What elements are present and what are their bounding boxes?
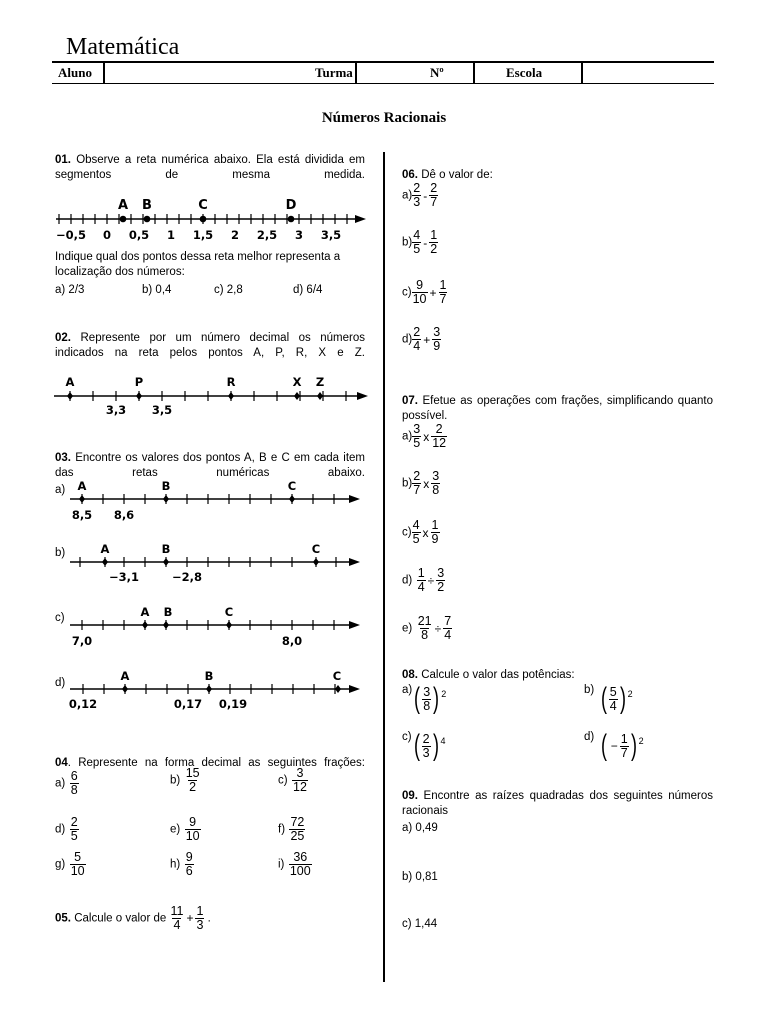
point-label: R bbox=[226, 375, 236, 389]
q01-option: c) 2,8 bbox=[214, 284, 243, 296]
tick-label: −3,1 bbox=[108, 570, 140, 584]
tick-label: 0 bbox=[102, 228, 112, 242]
q07-item-c: c) $\frac{4}{5}$ x $\frac{1}{9}$ bbox=[402, 518, 439, 546]
q02-number-line bbox=[50, 374, 370, 420]
turma-label: Turma bbox=[315, 65, 353, 80]
tick-label: 0,19 bbox=[218, 697, 248, 711]
q04-number: 04 bbox=[55, 757, 68, 769]
tick-label: 0,12 bbox=[68, 697, 98, 711]
q04-text: . Represente na forma decimal as seguintes frações: bbox=[67, 757, 365, 769]
q06-text: Dê o valor de: bbox=[421, 169, 493, 181]
q01-statement bbox=[55, 153, 365, 183]
point-label: A bbox=[77, 479, 87, 493]
tick-label: 3,3 bbox=[105, 403, 127, 417]
point-label: P bbox=[134, 375, 144, 389]
point-x-marker bbox=[294, 392, 300, 400]
point-label: A bbox=[140, 605, 150, 619]
q01-number-line bbox=[50, 193, 370, 245]
q04-item-i: i) $\frac{36}{100}$ bbox=[278, 850, 311, 878]
worksheet-title: Números Racionais bbox=[321, 110, 447, 126]
tick-label: 3,5 bbox=[151, 403, 173, 417]
point-label: C bbox=[198, 198, 208, 213]
tick-label: 0,5 bbox=[128, 228, 150, 242]
point-label: A bbox=[120, 669, 130, 683]
q01-text: Observe a reta numérica abaixo. Ela está dividida em segmentos de mesma medida. bbox=[55, 154, 365, 181]
aluno-label: Aluno bbox=[58, 65, 92, 80]
q03b-number-line bbox=[62, 541, 364, 587]
tick-label: 2 bbox=[230, 228, 240, 242]
point-label: D bbox=[285, 198, 297, 213]
q07-item-a: a) $\frac{3}{5}$ x $\frac{2}{12}$ bbox=[402, 422, 447, 450]
q07-statement bbox=[402, 394, 713, 424]
escola-label: Escola bbox=[506, 65, 543, 80]
point-label: X bbox=[292, 375, 302, 389]
point-label: B bbox=[161, 542, 171, 556]
q06-item-a: a) $\frac{2}{3}$ - $\frac{2}{7}$ bbox=[402, 181, 438, 209]
tick-label: 3 bbox=[294, 228, 304, 242]
column-divider bbox=[383, 152, 385, 982]
point-b-marker bbox=[144, 216, 151, 223]
q07-item-d: d) $\frac{1}{4}$ ÷ $\frac{3}{2}$ bbox=[402, 566, 445, 594]
q09-item: b) 0,81 bbox=[402, 871, 438, 883]
q03a-label: a) bbox=[55, 484, 66, 496]
q04-item-b: b) $\frac{15}{2}$ bbox=[170, 766, 200, 794]
q08-text: Calcule o valor das potências: bbox=[421, 669, 575, 681]
q03-text: Encontre os valores dos pontos A, B e C em cada item das retas numéricas abaixo. bbox=[55, 452, 365, 479]
q08-number: 08. bbox=[402, 669, 418, 681]
q09-statement bbox=[402, 789, 713, 819]
point-label: C bbox=[287, 479, 297, 493]
q01-option: a) 2/3 bbox=[55, 284, 85, 296]
q04-item-g: g) $\frac{5}{10}$ bbox=[55, 850, 85, 878]
point-z-marker bbox=[317, 392, 323, 400]
point-p-marker bbox=[136, 392, 142, 400]
q03-number: 03. bbox=[55, 452, 71, 464]
q02-text: Represente por um número decimal os números indicados na reta pelos pontos A, P, R, X e Z. bbox=[55, 332, 365, 359]
q09-item: c) 1,44 bbox=[402, 918, 438, 930]
header-separator bbox=[103, 63, 105, 84]
q04-item-d: d) $\frac{2}{5}$ bbox=[55, 815, 78, 843]
point-label: A bbox=[65, 375, 75, 389]
q04-item-f: f) $\frac{72}{25}$ bbox=[278, 815, 305, 843]
point-label: C bbox=[224, 605, 234, 619]
point-label: B bbox=[163, 605, 173, 619]
point-label: Z bbox=[315, 375, 325, 389]
q05-number: 05. bbox=[55, 912, 71, 925]
q02-statement bbox=[55, 331, 365, 361]
tick-label: 8,0 bbox=[281, 634, 303, 648]
q03c-label: c) bbox=[55, 612, 65, 624]
q04-item-h: h) $\frac{9}{6}$ bbox=[170, 850, 193, 878]
subject-title: Matemática bbox=[66, 34, 180, 60]
q08-statement bbox=[402, 668, 575, 683]
point-a-marker bbox=[120, 216, 127, 223]
point-label: A bbox=[117, 198, 129, 213]
q04-item-a: a) $\frac{6}{8}$ bbox=[55, 769, 78, 797]
q09-text: Encontre as raízes quadradas dos seguintes números racionais bbox=[402, 790, 713, 817]
q08-item-d: $^{d)}$ ( − $\frac{1}{7}$ ) $^2$ bbox=[584, 729, 644, 762]
q07-item-b: b) $\frac{2}{7}$ x $\frac{3}{8}$ bbox=[402, 469, 440, 497]
q01-option: d) 6/4 bbox=[293, 284, 323, 296]
q03d-label: d) bbox=[55, 677, 66, 689]
point-label: B bbox=[142, 198, 152, 213]
point-d-marker bbox=[288, 216, 295, 223]
point-label: B bbox=[161, 479, 171, 493]
q05-statement: 05. Calcule o valor de $\frac{11}{4}$ + $\frac{1}{3}$ . bbox=[55, 904, 211, 932]
q04-statement bbox=[55, 756, 365, 771]
tick-label: 0,17 bbox=[173, 697, 203, 711]
tick-label: 2,5 bbox=[256, 228, 278, 242]
q07-number: 07. bbox=[402, 395, 418, 407]
point-c-marker bbox=[200, 216, 207, 223]
q09-number: 09. bbox=[402, 790, 418, 802]
q07-text: Efetue as operações com frações, simplificando quanto possível. bbox=[402, 395, 713, 422]
point-label: B bbox=[204, 669, 214, 683]
tick-label: −2,8 bbox=[171, 570, 203, 584]
point-a-marker bbox=[67, 392, 73, 400]
tick-label: −0,5 bbox=[55, 228, 87, 242]
tick-label: 3,5 bbox=[320, 228, 342, 242]
q08-item-a: $^{a)}$( $\frac{3}{8}$ ) $^2$ bbox=[402, 682, 447, 715]
point-label: C bbox=[311, 542, 321, 556]
q06-item-b: b) $\frac{4}{5}$ - $\frac{1}{2}$ bbox=[402, 228, 438, 256]
tick-label: 7,0 bbox=[71, 634, 93, 648]
tick-label: 8,5 bbox=[71, 508, 93, 522]
tick-label: 1,5 bbox=[192, 228, 214, 242]
q03d-number-line bbox=[62, 668, 364, 714]
q01-number: 01. bbox=[55, 154, 71, 166]
q01-option: b) 0,4 bbox=[142, 284, 172, 296]
tick-label: 1 bbox=[166, 228, 176, 242]
q02-number: 02. bbox=[55, 332, 71, 344]
q04-item-e: e) $\frac{9}{10}$ bbox=[170, 815, 200, 843]
q06-item-c: c) $\frac{9}{10}$ + $\frac{1}{7}$ bbox=[402, 278, 447, 306]
q09-item: a) 0,49 bbox=[402, 822, 438, 834]
q01-question: Indique qual dos pontos dessa reta melhor representa a localização dos números: bbox=[55, 251, 341, 278]
q06-number: 06. bbox=[402, 169, 418, 181]
q03b-label: b) bbox=[55, 547, 66, 559]
header-separator bbox=[473, 63, 475, 84]
q03c-number-line bbox=[62, 604, 364, 650]
header-separator bbox=[581, 63, 583, 84]
header-separator bbox=[355, 63, 357, 84]
q06-item-d: d) $\frac{2}{4}$ + $\frac{3}{9}$ bbox=[402, 325, 441, 353]
point-r-marker bbox=[228, 392, 234, 400]
point-label: A bbox=[100, 542, 110, 556]
q04-item-c: c) $\frac{3}{12}$ bbox=[278, 766, 307, 794]
header-fields-row bbox=[52, 63, 714, 84]
q03a-number-line bbox=[62, 478, 364, 524]
q08-item-c: $^{c)}$( $\frac{2}{3}$ ) $^4$ bbox=[402, 729, 446, 762]
q07-item-e: e) $\frac{21}{8}$ ÷ $\frac{7}{4}$ bbox=[402, 614, 452, 642]
q05-text: Calcule o valor de bbox=[74, 912, 167, 925]
q08-item-b: $^{b)}$ ( $\frac{5}{4}$ ) $^2$ bbox=[584, 682, 633, 715]
tick-label: 8,6 bbox=[113, 508, 135, 522]
point-label: C bbox=[332, 669, 342, 683]
numero-label: Nº bbox=[430, 65, 444, 80]
q03-statement bbox=[55, 451, 365, 481]
